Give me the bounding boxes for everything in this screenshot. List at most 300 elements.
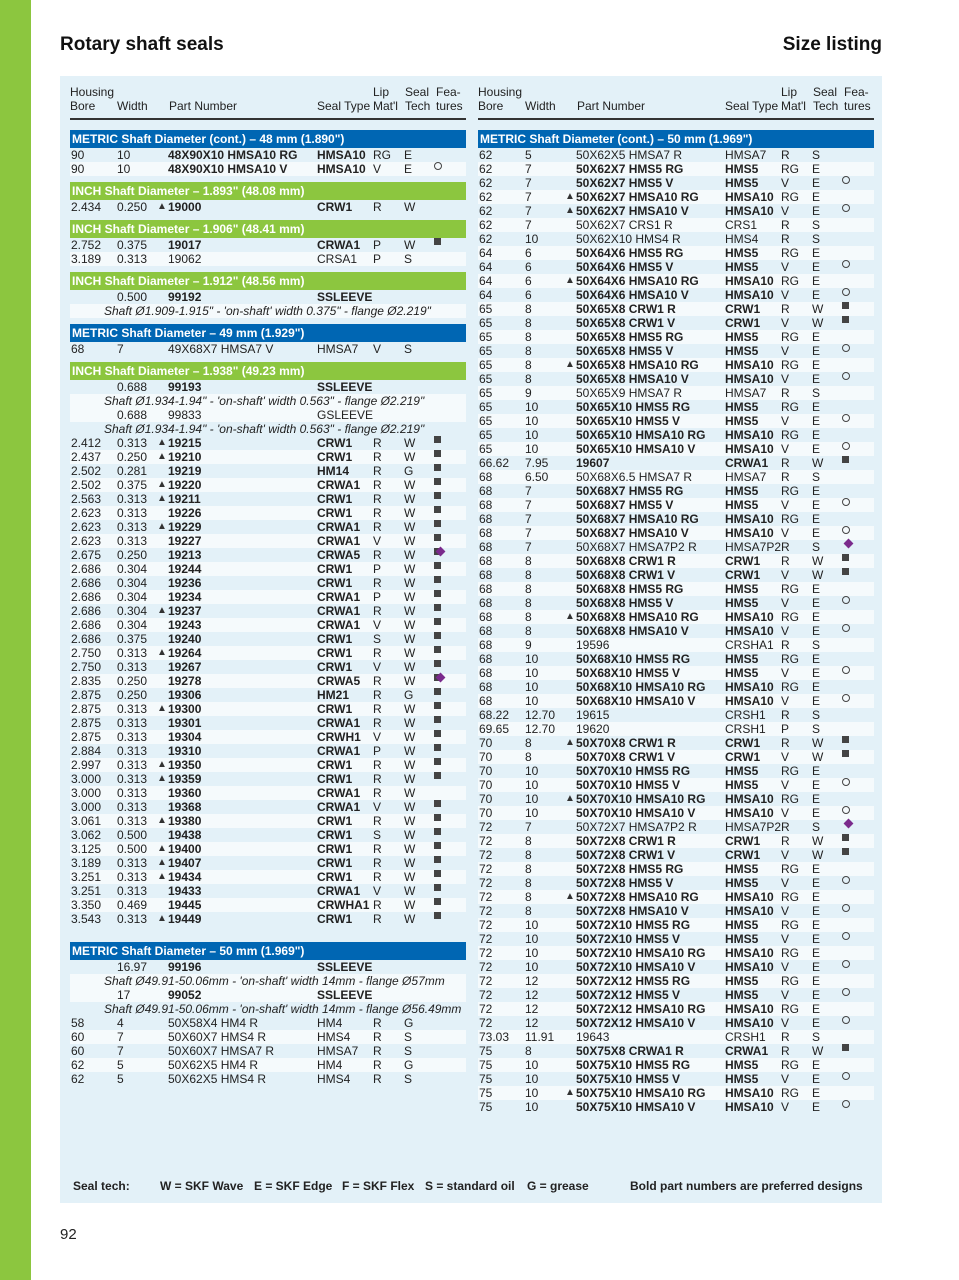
bore-cell: 72 xyxy=(479,1016,493,1030)
width-cell: 4 xyxy=(117,1016,124,1030)
bore-cell: 3.350 xyxy=(71,898,102,912)
lip-material-cell: R xyxy=(373,492,382,506)
bore-cell: 65 xyxy=(479,442,493,456)
part-number-cell: 19300 xyxy=(168,702,202,716)
bore-cell: 58 xyxy=(71,1016,85,1030)
new-design-marker: ▲ xyxy=(565,1087,575,1098)
seal-type-cell: CRW1 xyxy=(317,436,353,450)
lip-material-cell: P xyxy=(781,722,790,736)
width-cell: 10 xyxy=(525,1100,539,1114)
seal-type-cell: HMSA10 xyxy=(725,946,774,960)
table-row xyxy=(478,680,874,694)
width-cell: 10 xyxy=(525,764,539,778)
seal-type-cell: HM4 xyxy=(317,1058,343,1072)
part-number-cell: 50X68X10 HMSA10 V xyxy=(576,694,696,708)
table-row xyxy=(70,380,466,394)
seal-tech-cell: W xyxy=(812,554,824,568)
part-number-cell: 50X72X7 HMSA7P2 R xyxy=(576,820,697,834)
part-number-cell: 50X70X10 HMS5 RG xyxy=(576,764,691,778)
seal-type-cell: HMS4 xyxy=(317,1030,351,1044)
seal-tech-cell: W xyxy=(404,576,416,590)
header-matl: Mat'l xyxy=(781,99,806,113)
lip-material-cell: V xyxy=(781,778,790,792)
bore-cell: 2.623 xyxy=(71,520,102,534)
width-cell: 7.95 xyxy=(525,456,549,470)
part-number-cell: 19620 xyxy=(576,722,610,736)
new-design-marker: ▲ xyxy=(157,521,167,532)
width-cell: 0.281 xyxy=(117,464,148,478)
part-number-cell: 19304 xyxy=(168,730,202,744)
part-number-cell: 50X65X10 HMSA10 RG xyxy=(576,428,706,442)
part-number-cell: 19407 xyxy=(168,856,202,870)
table-row xyxy=(70,674,466,688)
square-icon xyxy=(434,632,441,639)
left-column xyxy=(70,76,466,1086)
seal-tech-cell: W xyxy=(404,238,416,252)
header-part: Part Number xyxy=(169,99,238,113)
table-row xyxy=(70,646,466,660)
seal-tech-cell: E xyxy=(812,862,821,876)
table-row xyxy=(478,932,874,946)
table-row xyxy=(70,632,466,646)
bore-cell: 2.997 xyxy=(71,758,102,772)
width-cell: 12 xyxy=(525,988,539,1002)
seal-type-cell: HMS5 xyxy=(725,484,759,498)
table-row xyxy=(70,688,466,702)
lip-material-cell: V xyxy=(373,162,382,176)
part-number-cell: 19062 xyxy=(168,252,202,266)
bore-cell: 2.563 xyxy=(71,492,102,506)
bore-cell: 62 xyxy=(479,204,493,218)
lip-material-cell: RG xyxy=(781,764,799,778)
lip-material-cell: RG xyxy=(781,246,799,260)
table-row xyxy=(70,238,466,252)
table-row xyxy=(70,252,466,266)
header-seal: Seal xyxy=(405,85,430,99)
part-number-cell: 19227 xyxy=(168,534,202,548)
column-header xyxy=(478,76,874,120)
seal-type-cell: HMSA7 xyxy=(725,470,767,484)
lip-material-cell: R xyxy=(373,450,382,464)
lip-material-cell: V xyxy=(781,960,790,974)
bore-cell: 68 xyxy=(479,582,493,596)
seal-tech-cell: E xyxy=(812,610,821,624)
table-row xyxy=(478,862,874,876)
part-number-cell: 50X68X7 HMSA7P2 R xyxy=(576,540,697,554)
seal-tech-cell: E xyxy=(812,778,821,792)
seal-type-cell: CRW1 xyxy=(317,200,353,214)
shaft-note-text: Shaft Ø1.909-1.915" - 'on-shaft' width 0.375" - flange Ø2.219" xyxy=(104,304,431,318)
seal-tech-cell: E xyxy=(812,414,821,428)
part-number-cell: 50X72X12 HMSA10 V xyxy=(576,1016,696,1030)
circle-icon xyxy=(842,1100,850,1108)
table-row xyxy=(478,512,874,526)
legend-flex: F = SKF Flex xyxy=(342,1179,415,1193)
table-row xyxy=(478,806,874,820)
lip-material-cell: P xyxy=(373,238,382,252)
width-cell: 0.313 xyxy=(117,758,148,772)
bore-cell: 68 xyxy=(479,568,493,582)
seal-tech-cell: W xyxy=(404,534,416,548)
table-row xyxy=(70,464,466,478)
shaft-note-text: Shaft Ø1.934-1.94" - 'on-shaft' width 0.563" - flange Ø2.219" xyxy=(104,394,425,408)
lip-material-cell: R xyxy=(373,1016,382,1030)
bore-cell: 2.686 xyxy=(71,562,102,576)
bore-cell: 68 xyxy=(71,342,85,356)
square-icon xyxy=(842,456,849,463)
seal-tech-cell: E xyxy=(812,1058,821,1072)
bore-cell: 2.835 xyxy=(71,674,102,688)
part-number-cell: 50X62X10 HMS4 R xyxy=(576,232,681,246)
circle-icon xyxy=(842,1072,850,1080)
seal-type-cell: CRW1 xyxy=(317,632,353,646)
seal-tech-cell: W xyxy=(812,302,824,316)
table-row xyxy=(478,736,874,750)
lip-material-cell: V xyxy=(373,660,382,674)
seal-type-cell: HMS5 xyxy=(725,932,759,946)
table-row xyxy=(478,848,874,862)
seal-type-cell: SSLEEVE xyxy=(317,960,373,974)
seal-tech-cell: W xyxy=(404,200,416,214)
seal-type-cell: HMSA10 xyxy=(725,428,774,442)
part-number-cell: 19607 xyxy=(576,456,610,470)
lip-material-cell: R xyxy=(373,870,382,884)
seal-tech-cell: E xyxy=(812,792,821,806)
square-icon xyxy=(434,534,441,541)
seal-tech-cell: E xyxy=(812,288,821,302)
bore-cell: 72 xyxy=(479,1002,493,1016)
width-cell: 6 xyxy=(525,288,532,302)
square-icon xyxy=(434,730,441,737)
seal-type-cell: GSLEEVE xyxy=(317,408,374,422)
width-cell: 8 xyxy=(525,904,532,918)
width-cell: 8 xyxy=(525,358,532,372)
bore-cell: 3.189 xyxy=(71,856,102,870)
part-number-cell: 19438 xyxy=(168,828,202,842)
circle-icon xyxy=(842,260,850,268)
bore-cell: 2.437 xyxy=(71,450,102,464)
square-icon xyxy=(434,828,441,835)
seal-tech-cell: W xyxy=(812,456,824,470)
width-cell: 7 xyxy=(117,1044,124,1058)
bore-cell: 68 xyxy=(479,652,493,666)
lip-material-cell: R xyxy=(373,702,382,716)
part-number-cell: 19368 xyxy=(168,800,202,814)
lip-material-cell: RG xyxy=(781,428,799,442)
width-cell: 0.313 xyxy=(117,730,148,744)
new-design-marker: ▲ xyxy=(157,605,167,616)
new-design-marker: ▲ xyxy=(565,205,575,216)
part-number-cell: 19310 xyxy=(168,744,202,758)
part-number-cell: 19215 xyxy=(168,436,202,450)
bore-cell: 70 xyxy=(479,792,493,806)
width-cell: 0.375 xyxy=(117,238,148,252)
part-number-cell: 50X65X10 HMSA10 V xyxy=(576,442,696,456)
seal-tech-cell: E xyxy=(812,988,821,1002)
lip-material-cell: R xyxy=(373,898,382,912)
lip-material-cell: RG xyxy=(781,512,799,526)
width-cell: 5 xyxy=(117,1072,124,1086)
lip-material-cell: R xyxy=(373,200,382,214)
seal-tech-cell: W xyxy=(812,568,824,582)
square-icon xyxy=(842,554,849,561)
part-number-cell: 50X62X7 HMSA10 V xyxy=(576,204,689,218)
seal-type-cell: CRW1 xyxy=(725,750,761,764)
seal-type-cell: HMS5 xyxy=(725,876,759,890)
width-cell: 0.500 xyxy=(117,290,148,304)
table-row xyxy=(478,568,874,582)
lip-material-cell: RG xyxy=(781,400,799,414)
bore-cell: 72 xyxy=(479,988,493,1002)
width-cell: 0.304 xyxy=(117,618,148,632)
width-cell: 10 xyxy=(525,960,539,974)
lip-material-cell: V xyxy=(781,596,790,610)
width-cell: 10 xyxy=(525,694,539,708)
bore-cell: 72 xyxy=(479,918,493,932)
part-number-cell: 50X64X6 HMS5 RG xyxy=(576,246,684,260)
part-number-cell: 99052 xyxy=(168,988,202,1002)
seal-type-cell: HMSA10 xyxy=(725,372,774,386)
circle-icon xyxy=(842,176,850,184)
seal-type-cell: HMSA10 xyxy=(725,806,774,820)
table-row xyxy=(478,554,874,568)
table-row xyxy=(70,492,466,506)
table-row xyxy=(70,730,466,744)
part-number-cell: 19445 xyxy=(168,898,202,912)
width-cell: 7 xyxy=(117,1030,124,1044)
section-header: METRIC Shaft Diameter (cont.) – 50 mm (1.969") xyxy=(478,130,874,148)
width-cell: 0.313 xyxy=(117,534,148,548)
seal-type-cell: CRW1 xyxy=(725,316,761,330)
seal-type-cell: CRWA5 xyxy=(317,548,361,562)
lip-material-cell: R xyxy=(781,148,790,162)
bore-cell: 75 xyxy=(479,1058,493,1072)
legend-preferred: Bold part numbers are preferred designs xyxy=(630,1179,863,1193)
width-cell: 8 xyxy=(525,330,532,344)
width-cell: 11.91 xyxy=(525,1030,555,1044)
new-design-marker: ▲ xyxy=(157,815,167,826)
seal-type-cell: CRWA1 xyxy=(725,1044,769,1058)
table-row xyxy=(478,386,874,400)
part-number-cell: 19017 xyxy=(168,238,202,252)
width-cell: 0.313 xyxy=(117,772,148,786)
table-row xyxy=(478,1002,874,1016)
part-number-cell: 50X72X8 CRW1 R xyxy=(576,834,676,848)
lip-material-cell: RG xyxy=(781,1058,799,1072)
table-row xyxy=(478,260,874,274)
table-row xyxy=(478,918,874,932)
part-number-cell: 19359 xyxy=(168,772,202,786)
width-cell: 7 xyxy=(117,342,124,356)
new-design-marker: ▲ xyxy=(157,479,167,490)
square-icon xyxy=(434,562,441,569)
seal-type-cell: CRWH1 xyxy=(317,730,361,744)
new-design-marker: ▲ xyxy=(157,759,167,770)
seal-tech-cell: E xyxy=(812,1086,821,1100)
new-design-marker: ▲ xyxy=(157,201,167,212)
seal-type-cell: HMSA10 xyxy=(725,442,774,456)
part-number-cell: 99196 xyxy=(168,960,202,974)
circle-icon xyxy=(842,498,850,506)
seal-tech-cell: E xyxy=(812,764,821,778)
lip-material-cell: RG xyxy=(781,1002,799,1016)
width-cell: 8 xyxy=(525,624,532,638)
lip-material-cell: R xyxy=(373,772,382,786)
part-number-cell: 50X72X12 HMS5 V xyxy=(576,988,681,1002)
bore-cell: 68 xyxy=(479,512,493,526)
bore-cell: 72 xyxy=(479,890,493,904)
seal-type-cell: CRWA5 xyxy=(317,674,361,688)
seal-type-cell: HMS5 xyxy=(725,498,759,512)
part-number-cell: 99192 xyxy=(168,290,202,304)
table-row xyxy=(478,330,874,344)
width-cell: 0.313 xyxy=(117,646,148,660)
bore-cell: 2.502 xyxy=(71,478,102,492)
lip-material-cell: R xyxy=(781,386,790,400)
bore-cell: 2.434 xyxy=(71,200,102,214)
lip-material-cell: RG xyxy=(781,890,799,904)
new-design-marker: ▲ xyxy=(565,793,575,804)
part-number-cell: 50X58X4 HM4 R xyxy=(168,1016,259,1030)
seal-type-cell: HMSA10 xyxy=(317,162,366,176)
bore-cell: 62 xyxy=(71,1072,85,1086)
seal-tech-cell: S xyxy=(812,722,821,736)
bore-cell: 75 xyxy=(479,1086,493,1100)
bore-cell: 2.686 xyxy=(71,576,102,590)
bore-cell: 62 xyxy=(71,1058,85,1072)
part-number-cell: 19267 xyxy=(168,660,202,674)
seal-tech-cell: W xyxy=(404,478,416,492)
part-number-cell: 99833 xyxy=(168,408,202,422)
table-row xyxy=(478,246,874,260)
shaft-note-row xyxy=(70,1002,466,1016)
square-icon xyxy=(434,800,441,807)
part-number-cell: 50X62X7 CRS1 R xyxy=(576,218,673,232)
part-number-cell: 50X62X5 HMS4 R xyxy=(168,1072,267,1086)
width-cell: 7 xyxy=(525,820,532,834)
part-number-cell: 50X75X10 HMS5 RG xyxy=(576,1058,691,1072)
lip-material-cell: R xyxy=(373,1072,382,1086)
bore-cell: 68 xyxy=(479,596,493,610)
new-design-marker: ▲ xyxy=(157,647,167,658)
seal-tech-cell: W xyxy=(404,590,416,604)
seal-type-cell: HMSA10 xyxy=(725,1100,774,1114)
table-row xyxy=(478,372,874,386)
bore-cell: 90 xyxy=(71,162,85,176)
header-housing: Housing xyxy=(70,85,115,99)
shaft-note-row xyxy=(70,304,466,318)
lip-material-cell: V xyxy=(373,800,382,814)
seal-tech-cell: W xyxy=(404,730,416,744)
lip-material-cell: P xyxy=(373,590,382,604)
table-row xyxy=(478,666,874,680)
table-row xyxy=(70,912,466,926)
part-number-cell: 50X68X10 HMSA10 RG xyxy=(576,680,706,694)
bore-cell: 2.875 xyxy=(71,716,102,730)
square-icon xyxy=(434,604,441,611)
width-cell: 0.313 xyxy=(117,436,148,450)
width-cell: 10 xyxy=(525,918,539,932)
bore-cell: 73.03 xyxy=(479,1030,510,1044)
section-gap xyxy=(70,926,466,936)
part-number-cell: 50X68X8 CRW1 R xyxy=(576,554,676,568)
bore-cell: 70 xyxy=(479,806,493,820)
part-number-cell: 19643 xyxy=(576,1030,610,1044)
part-number-cell: 19380 xyxy=(168,814,202,828)
square-icon xyxy=(842,848,849,855)
seal-tech-cell: W xyxy=(812,316,824,330)
width-cell: 0.313 xyxy=(117,870,148,884)
seal-tech-cell: S xyxy=(812,232,821,246)
seal-tech-cell: E xyxy=(812,498,821,512)
seal-tech-cell: E xyxy=(812,190,821,204)
new-design-marker: ▲ xyxy=(157,871,167,882)
lip-material-cell: R xyxy=(781,834,790,848)
bore-cell: 3.125 xyxy=(71,842,102,856)
seal-type-cell: CRW1 xyxy=(725,554,761,568)
part-number-cell: 50X65X8 HMSA10 RG xyxy=(576,358,699,372)
bore-cell: 75 xyxy=(479,1072,493,1086)
width-cell: 6 xyxy=(525,246,532,260)
lip-material-cell: V xyxy=(781,904,790,918)
seal-tech-cell: W xyxy=(404,800,416,814)
bore-cell: 60 xyxy=(71,1044,85,1058)
seal-type-cell: HMSA10 xyxy=(725,610,774,624)
seal-tech-cell: E xyxy=(812,806,821,820)
new-design-marker: ▲ xyxy=(157,493,167,504)
seal-tech-cell: S xyxy=(812,540,821,554)
square-icon xyxy=(434,478,441,485)
bore-cell: 72 xyxy=(479,820,493,834)
width-cell: 10 xyxy=(525,946,539,960)
seal-tech-cell: G xyxy=(404,1058,414,1072)
seal-type-cell: HMSA7P2 xyxy=(725,540,782,554)
table-row xyxy=(478,792,874,806)
width-cell: 0.500 xyxy=(117,842,148,856)
width-cell: 7 xyxy=(525,498,532,512)
table-row xyxy=(478,638,874,652)
lip-material-cell: RG xyxy=(781,162,799,176)
square-icon xyxy=(842,750,849,757)
seal-type-cell: CRW1 xyxy=(317,506,353,520)
seal-type-cell: HMS5 xyxy=(725,764,759,778)
header-width: Width xyxy=(117,99,148,113)
seal-tech-cell: S xyxy=(812,820,821,834)
width-cell: 7 xyxy=(525,526,532,540)
width-cell: 10 xyxy=(525,778,539,792)
part-number-cell: 50X65X8 CRW1 R xyxy=(576,302,676,316)
circle-icon xyxy=(842,1016,850,1024)
lip-material-cell: V xyxy=(373,342,382,356)
header-housing: Housing xyxy=(478,85,523,99)
shaft-note-row xyxy=(70,974,466,988)
seal-type-cell: CRWA1 xyxy=(317,520,361,534)
lip-material-cell: R xyxy=(373,506,382,520)
bore-cell: 2.675 xyxy=(71,548,102,562)
bore-cell: 68 xyxy=(479,554,493,568)
lip-material-cell: R xyxy=(373,716,382,730)
circle-icon xyxy=(842,904,850,912)
table-row xyxy=(70,988,466,1002)
table-row xyxy=(478,890,874,904)
width-cell: 12 xyxy=(525,1016,539,1030)
table-row xyxy=(478,442,874,456)
bore-cell: 68 xyxy=(479,638,493,652)
table-row xyxy=(70,450,466,464)
part-number-cell: 50X68X6.5 HMSA7 R xyxy=(576,470,693,484)
seal-type-cell: HMS4 xyxy=(725,232,759,246)
seal-tech-cell: E xyxy=(812,260,821,274)
